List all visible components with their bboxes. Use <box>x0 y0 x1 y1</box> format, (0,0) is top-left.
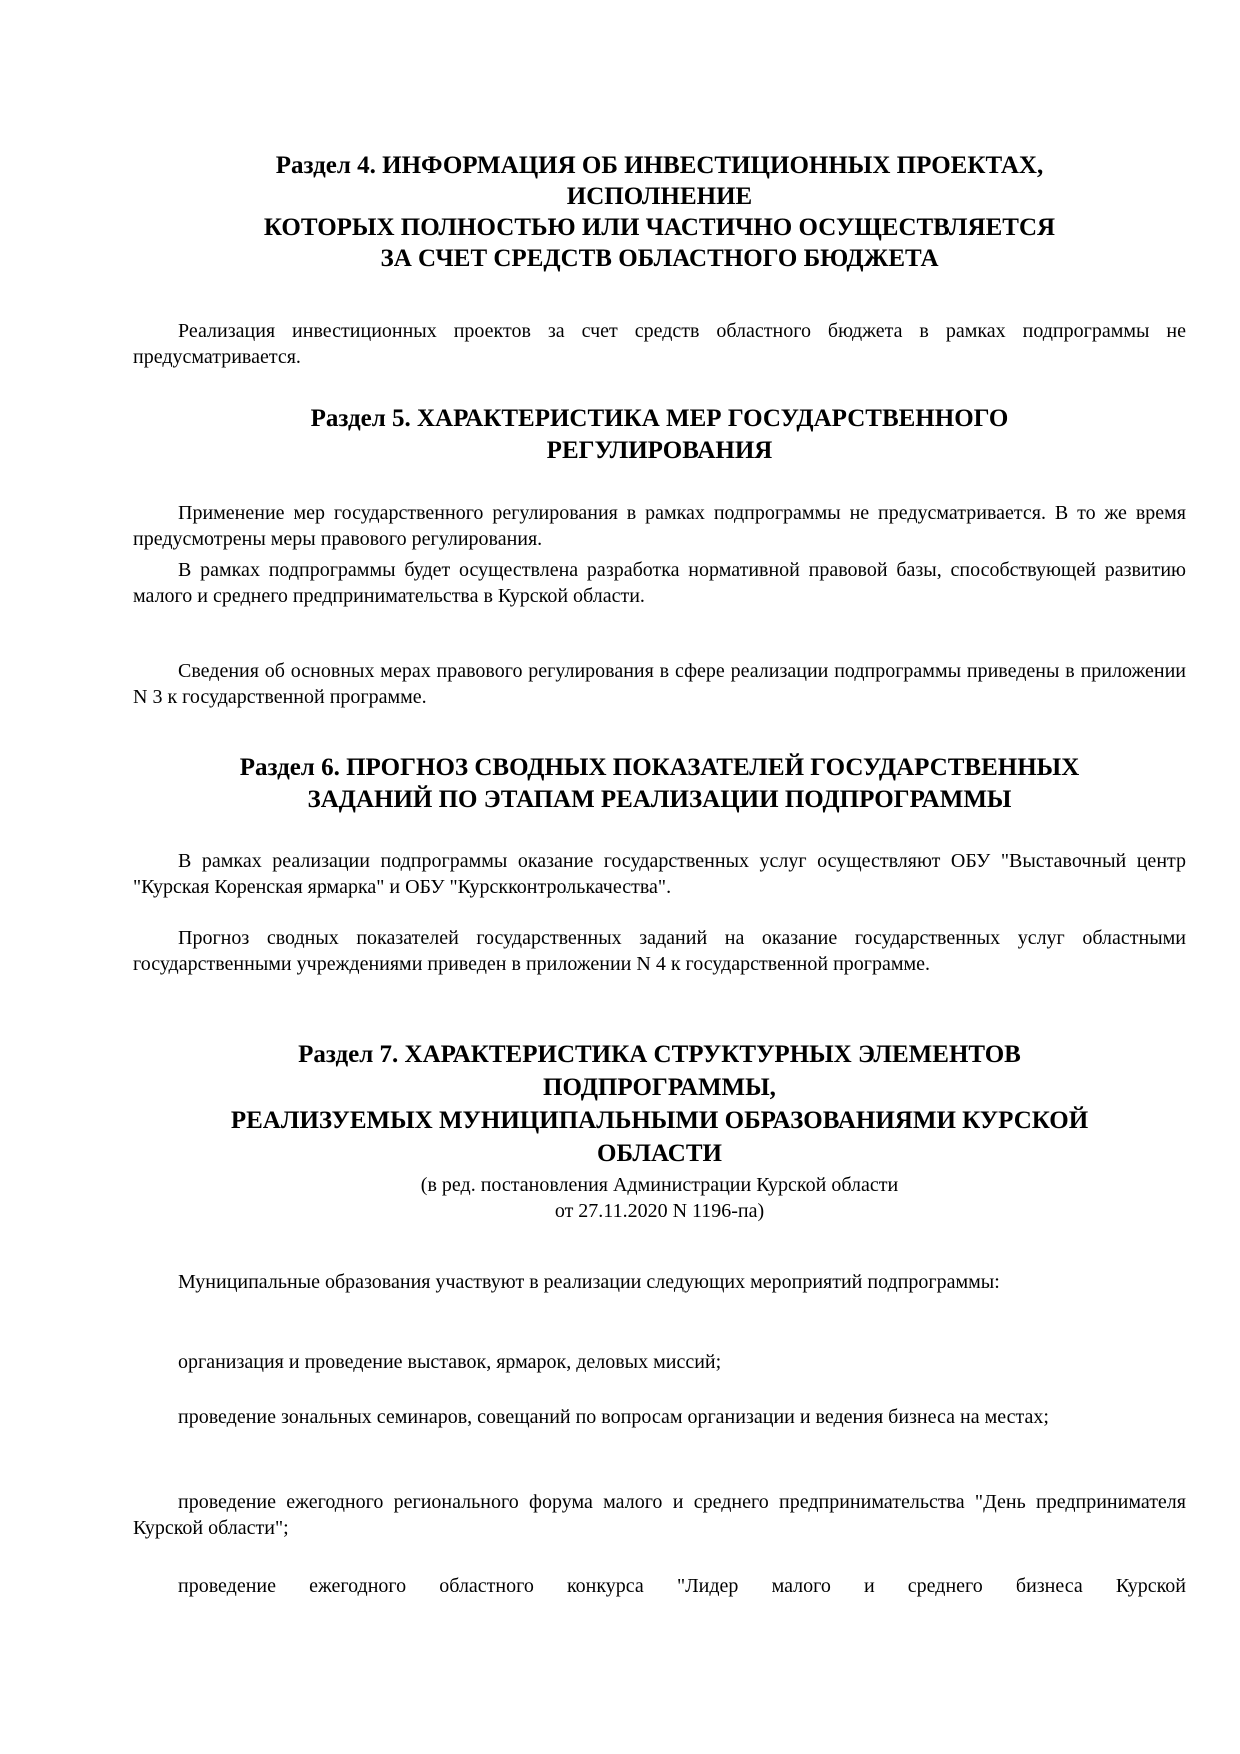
paragraph: Применение мер государственного регулирования в рамках подпрограммы не предусматривается. В то же время предусмотрены меры правового регулирования. <box>133 502 1186 550</box>
paragraph: Прогноз сводных показателей государственных заданий на оказание государственных услуг областными государственными учреждениями приведен в приложении N 4 к государственной программе. <box>133 927 1186 975</box>
list-item: организация и проведение выставок, ярмарок, деловых миссий; <box>178 1351 722 1373</box>
section-6-heading: Раздел 6. ПРОГНОЗ СВОДНЫХ ПОКАЗАТЕЛЕЙ ГОСУДАРСТВЕННЫХ ЗАДАНИЙ ПО ЭТАПАМ РЕАЛИЗАЦИИ ПОДПРОГРАММЫ <box>239 754 1080 813</box>
section-5-heading: Раздел 5. ХАРАКТЕРИСТИКА МЕР ГОСУДАРСТВЕННОГО РЕГУЛИРОВАНИЯ <box>310 405 1009 464</box>
list-item: проведение ежегодного областного конкурса "Лидер малого и среднего бизнеса Курской <box>178 1575 1186 1597</box>
list-item: проведение зональных семинаров, совещаний по вопросам организации и ведения бизнеса на местах; <box>178 1406 1049 1428</box>
paragraph: В рамках подпрограммы будет осуществлена разработка нормативной правовой базы, способствующей развитию малого и среднего предпринимательства в Курской области. <box>133 559 1186 607</box>
paragraph: В рамках реализации подпрограммы оказание государственных услуг осуществляют ОБУ "Выставочный центр "Курская Коренская ярмарка" и ОБУ "Курскконтролькачества". <box>133 850 1186 898</box>
paragraph: Муниципальные образования участвуют в реализации следующих мероприятий подпрограммы: <box>178 1271 1000 1293</box>
section-4-heading: Раздел 4. ИНФОРМАЦИЯ ОБ ИНВЕСТИЦИОННЫХ ПРОЕКТАХ, ИСПОЛНЕНИЕ КОТОРЫХ ПОЛНОСТЬЮ ИЛИ ЧАСТИЧНО ОСУЩЕСТВЛЯЕТСЯ ЗА СЧЕТ СРЕДСТВ ОБЛАСТНОГО БЮДЖЕТА <box>263 152 1056 272</box>
section-7-heading: Раздел 7. ХАРАКТЕРИСТИКА СТРУКТУРНЫХ ЭЛЕМЕНТОВ ПОДПРОГРАММЫ, РЕАЛИЗУЕМЫХ МУНИЦИПАЛЬНЫМИ ОБРАЗОВАНИЯМИ КУРСКОЙ ОБЛАСТИ <box>230 1041 1089 1167</box>
paragraph: Реализация инвестиционных проектов за счет средств областного бюджета в рамках подпрограммы не предусматривается. <box>133 320 1186 368</box>
paragraph: Сведения об основных мерах правового регулирования в сфере реализации подпрограммы приведены в приложении N 3 к государственной программе. <box>133 660 1186 708</box>
amendment-note: (в ред. постановления Администрации Курской области от 27.11.2020 N 1196-па) <box>420 1174 899 1222</box>
list-item: проведение ежегодного регионального форума малого и среднего предпринимательства "День предпринимателя Курской области"; <box>133 1491 1186 1539</box>
